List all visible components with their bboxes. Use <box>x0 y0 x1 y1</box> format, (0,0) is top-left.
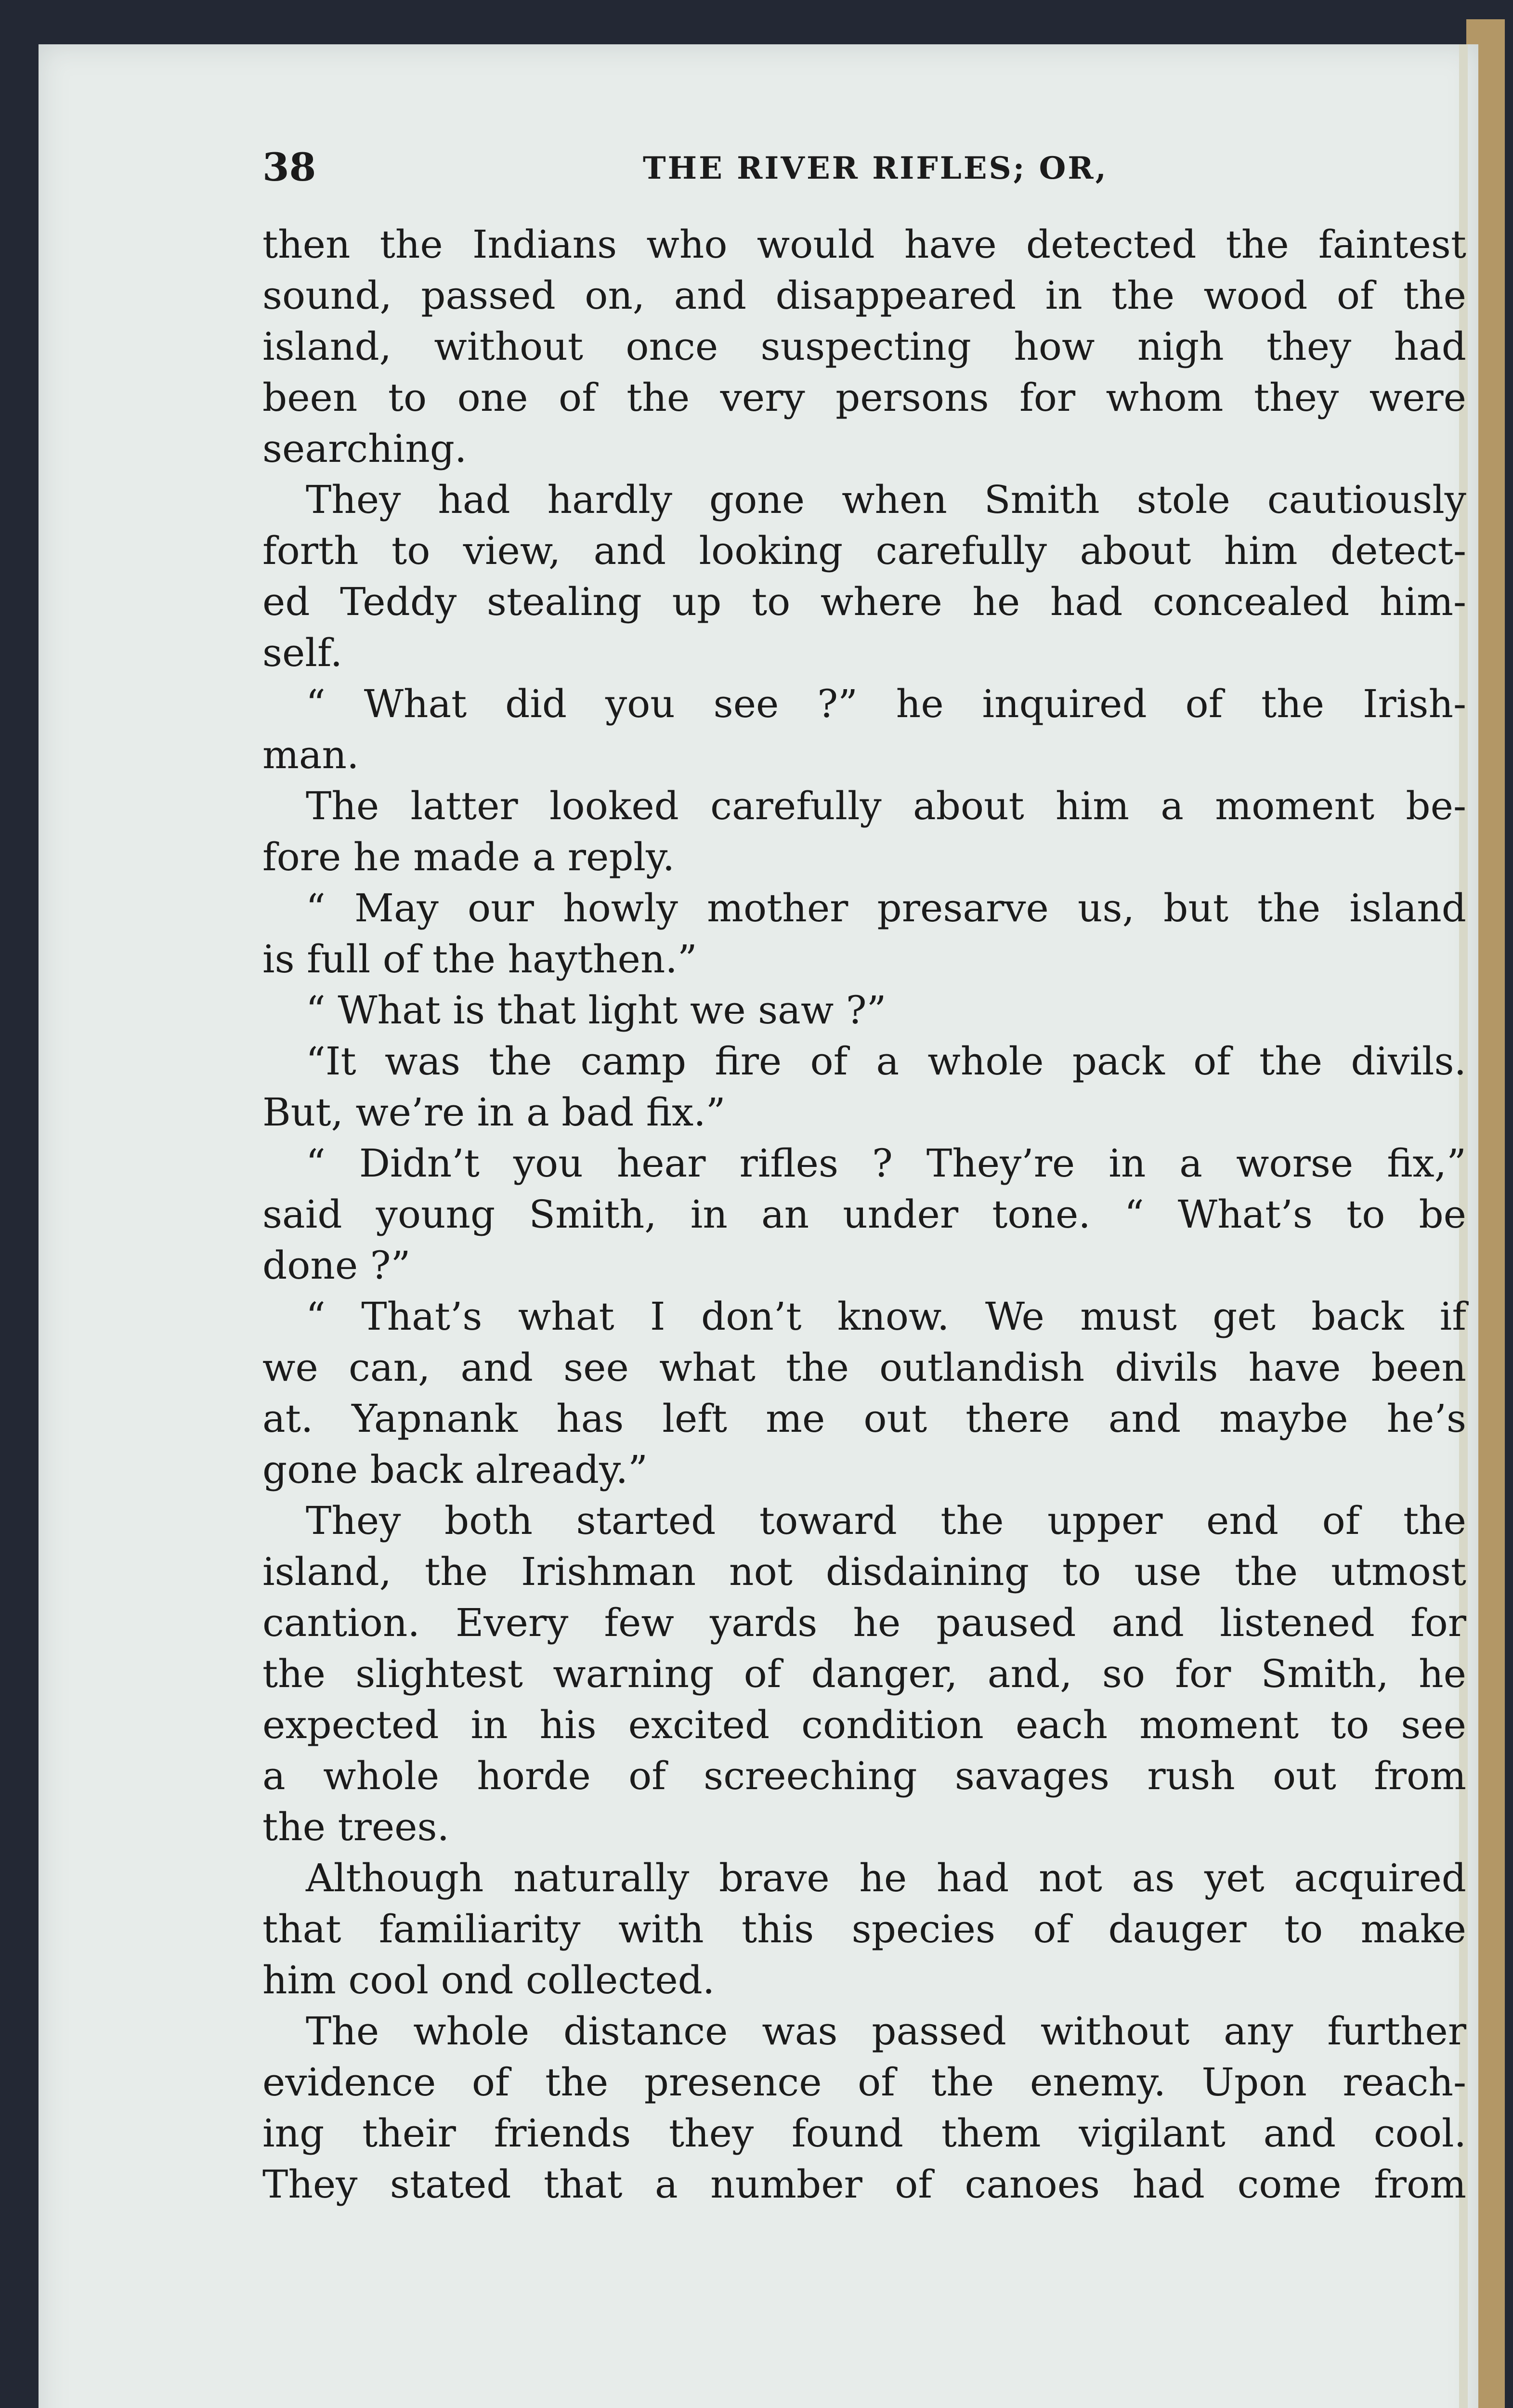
text-line: island, the Irishman not disdaining to use the utmost <box>262 1549 1466 1594</box>
text-line: done ?” <box>262 1243 411 1288</box>
text-line: been to one of the very persons for whom they were <box>262 375 1466 420</box>
text-line: then the Indians who would have detected the faintest <box>262 222 1466 267</box>
text-line: man. <box>262 733 359 777</box>
text-line: the slightest warning of danger, and, so for Smith, he <box>262 1651 1466 1696</box>
text-line: sound, passed on, and disappeared in the wood of the <box>262 273 1466 318</box>
page-number: 38 <box>262 144 316 190</box>
text-line: said young Smith, in an under tone. “ What’s to be <box>262 1192 1466 1237</box>
text-line: They both started toward the upper end of the <box>306 1498 1466 1543</box>
page-header <box>262 144 1466 197</box>
text-line: at. Yapnank has left me out there and maybe he’s <box>262 1396 1466 1441</box>
text-line: gone back already.” <box>262 1447 648 1492</box>
running-head: THE RIVER RIFLES; OR, <box>643 150 1108 186</box>
text-line: ing their friends they found them vigilant and cool. <box>262 2111 1466 2156</box>
text-line: cantion. Every few yards he paused and listened for <box>262 1600 1466 1645</box>
text-line: the trees. <box>262 1805 450 1849</box>
text-line: “ Didn’t you hear rifles ? They’re in a worse fix,” <box>306 1141 1466 1186</box>
text-line: searching. <box>262 426 467 471</box>
text-line: expected in his excited condition each moment to see <box>262 1702 1466 1747</box>
text-line: forth to view, and looking carefully about him detect- <box>262 528 1466 573</box>
text-line: “ May our howly mother presarve us, but the island <box>306 886 1466 930</box>
text-line: fore he made a reply. <box>262 835 675 879</box>
text-line: a whole horde of screeching savages rush out from <box>262 1754 1466 1798</box>
text-line: that familiarity with this species of dauger to make <box>262 1907 1466 1951</box>
text-line: “ What did you see ?” he inquired of the Irish- <box>306 681 1466 726</box>
body-text <box>262 219 1466 2210</box>
text-line: “ What is that light we saw ?” <box>306 988 887 1033</box>
text-line: we can, and see what the outlandish divils have been <box>262 1345 1466 1390</box>
text-line: ed Teddy stealing up to where he had concealed him- <box>262 579 1466 624</box>
text-line: They stated that a number of canoes had come from <box>262 2162 1466 2207</box>
text-line: island, without once suspecting how nigh they had <box>262 324 1466 369</box>
text-line: “It was the camp fire of a whole pack of the divils. <box>306 1039 1466 1084</box>
text-line: self. <box>262 630 343 675</box>
text-line: They had hardly gone when Smith stole cautiously <box>306 477 1466 522</box>
text-line: is full of the haythen.” <box>262 937 697 982</box>
text-line: him cool ond collected. <box>262 1958 715 2002</box>
text-line: But, we’re in a bad fix.” <box>262 1090 726 1135</box>
text-line: evidence of the presence of the enemy. Upon reach- <box>262 2060 1466 2105</box>
text-line: “ That’s what I don’t know. We must get back if <box>306 1294 1466 1339</box>
text-line: The latter looked carefully about him a moment be- <box>306 784 1466 828</box>
text-line: Although naturally brave he had not as yet acquired <box>306 1856 1466 1900</box>
text-line: The whole distance was passed without any further <box>306 2009 1466 2054</box>
